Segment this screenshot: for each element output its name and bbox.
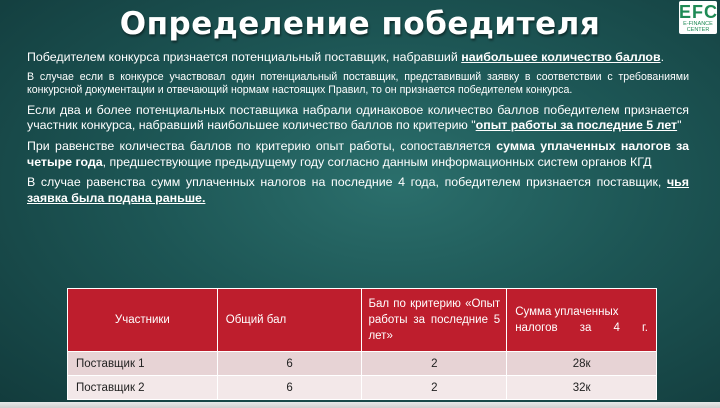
paragraph-5-text: В случае равенства сумм уплаченных налогов на последние 4 года, победителем признается поставщик, <box>27 175 667 190</box>
logo-line-2: CENTER <box>686 27 710 33</box>
paragraph-1-highlight: наибольшее количество баллов <box>461 50 661 64</box>
paragraph-3-highlight: опыт работы за последние 5 лет <box>475 118 678 133</box>
bottom-band <box>0 402 720 408</box>
logo-line-1: E-FINANCE <box>683 21 713 27</box>
table-row <box>68 352 657 376</box>
comparison-table <box>67 288 657 400</box>
paragraph-3 <box>27 103 689 134</box>
cell-tax-sum: 32к <box>507 376 657 400</box>
paragraph-3-text: Если два и более потенциальных поставщика набрали одинаковое количество баллов победителем признается участник конкурса, набравший наибольшее количество баллов по критерию " <box>27 102 689 133</box>
paragraph-1-text: Победителем конкурса признается потенциальный поставщик, набравший <box>27 50 462 64</box>
paragraph-1 <box>27 50 689 66</box>
logo-mark: EFC <box>679 2 718 22</box>
efc-logo <box>679 1 717 34</box>
cell-experience-score: 2 <box>362 352 507 376</box>
paragraph-4-highlight: сумма уплаченных налогов за четыре года <box>27 138 689 169</box>
cell-tax-sum: 28к <box>507 352 657 376</box>
paragraph-4-text: При равенстве количества баллов по критерию опыт работы, сопоставляется <box>27 138 497 153</box>
paragraph-2-text: В случае если в конкурсе участвовал один потенциальный поставщик, представивший заявку в соответствии с требованиями конкурсной документации и отвечающий нормам настоящих Правил, то он признается победителем конкурса. <box>27 70 689 97</box>
table-row <box>68 376 657 400</box>
paragraph-5-highlight: чья заявка была подана раньше. <box>27 175 689 205</box>
header-total-score: Общий бал <box>217 289 362 352</box>
cell-participant: Поставщик 1 <box>68 352 218 376</box>
slide-body <box>27 50 689 211</box>
header-tax-sum: Сумма уплаченных налогов за 4 г. <box>507 289 657 352</box>
header-participants: Участники <box>68 289 218 352</box>
slide-title: Определение победителя <box>119 6 601 42</box>
paragraph-4-end: , предшествующие предыдущему году согласно данным информационных систем органов КГД <box>102 154 652 169</box>
paragraph-4 <box>27 139 689 170</box>
cell-participant: Поставщик 2 <box>68 376 218 400</box>
paragraph-3-end: " <box>677 118 682 133</box>
paragraph-2 <box>27 71 689 98</box>
table-header-row <box>68 289 657 352</box>
header-experience-score: Бал по критерию «Опыт работы за последние 5 лет» <box>362 289 507 352</box>
paragraph-5 <box>27 175 689 206</box>
paragraph-1-end: . <box>660 50 665 64</box>
cell-experience-score: 2 <box>362 376 507 400</box>
cell-total-score: 6 <box>217 352 362 376</box>
cell-total-score: 6 <box>217 376 362 400</box>
